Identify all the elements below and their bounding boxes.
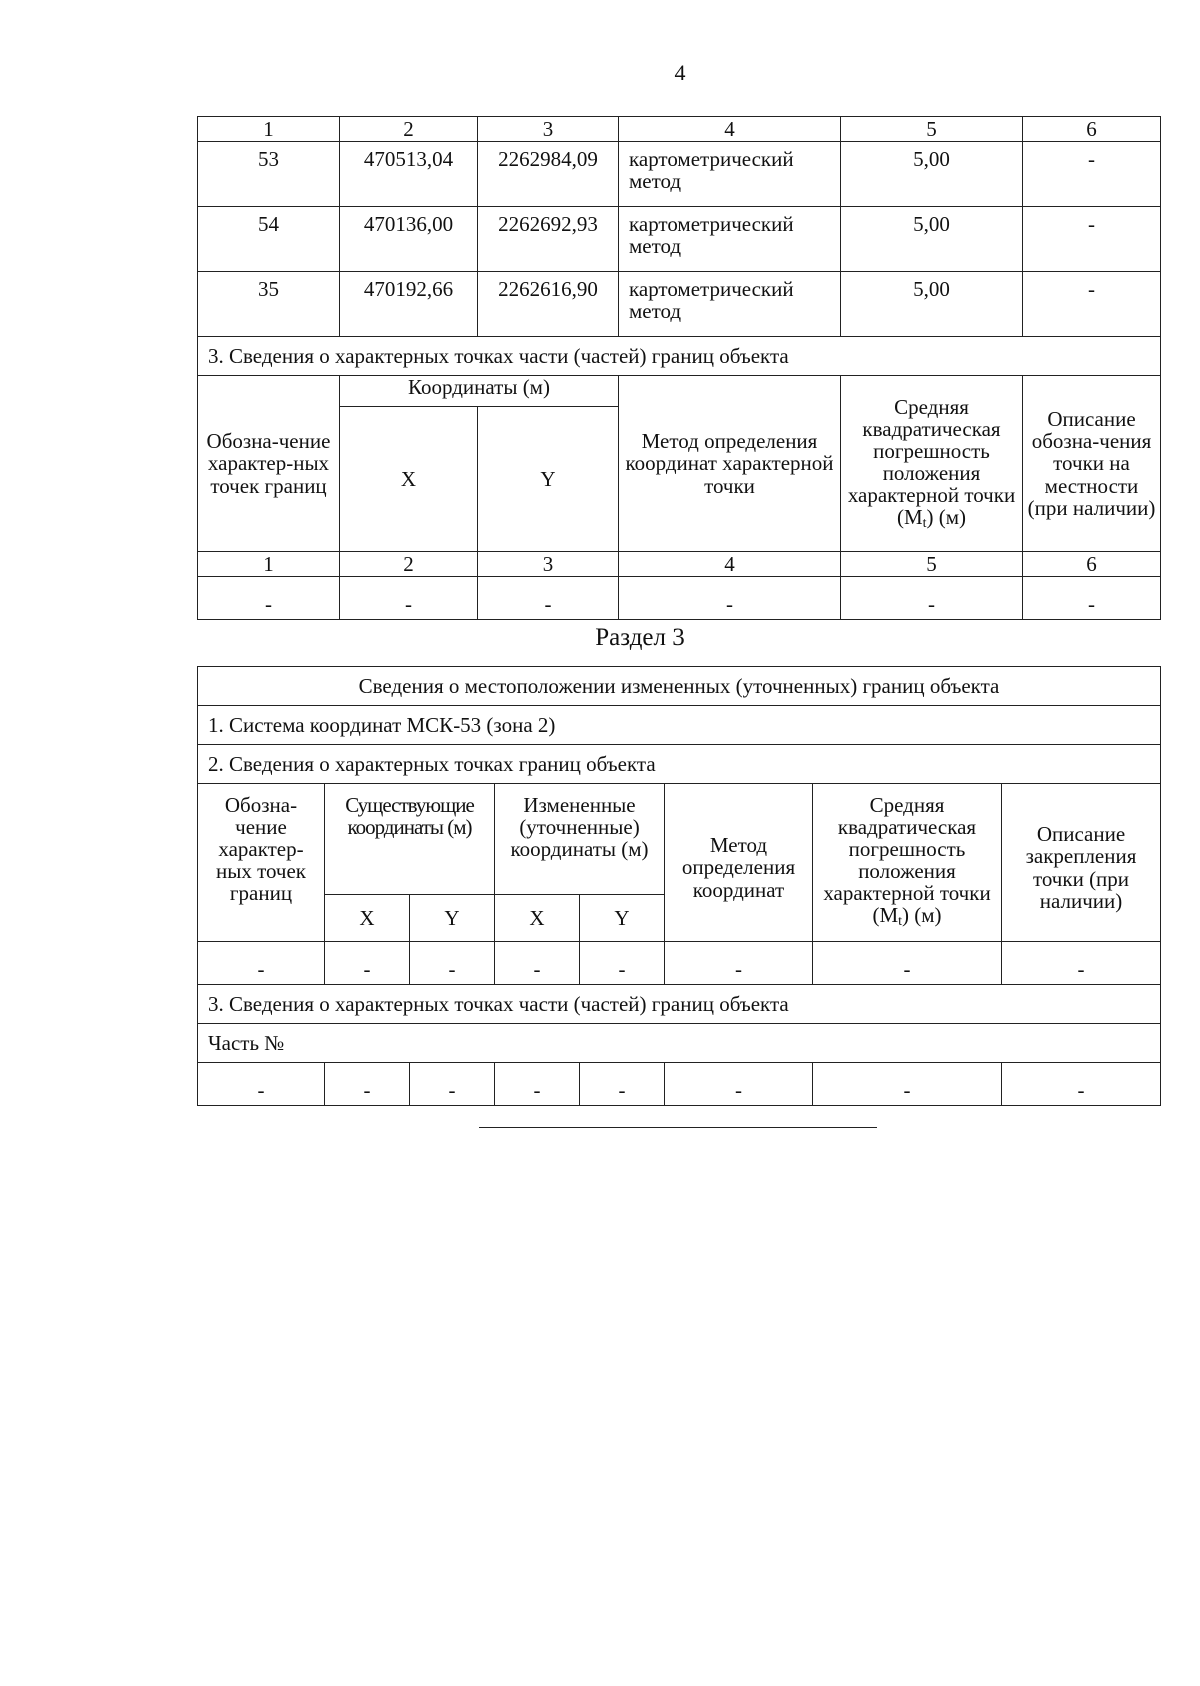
empty-cell: - xyxy=(665,942,813,985)
table-row xyxy=(198,142,1161,207)
header-error-sub: t xyxy=(922,515,927,531)
empty-cell: - xyxy=(198,577,340,620)
empty-cell: - xyxy=(619,577,841,620)
col-number: 6 xyxy=(1023,552,1161,577)
header-method: Метод определения координат характерной точки xyxy=(619,376,841,552)
header-method: Метод определения координат xyxy=(665,784,813,942)
header-error-text: Средняя квадратическая погрешность положения характерной точки (M xyxy=(847,394,1016,529)
header-error xyxy=(813,784,1002,942)
empty-cell: - xyxy=(325,1063,410,1106)
part-section-title: 3. Сведения о характерных точках части (частей) границ объекта xyxy=(198,985,1161,1024)
coord-y: 2262616,90 xyxy=(478,272,619,337)
description: - xyxy=(1023,142,1161,207)
col-number: 3 xyxy=(478,552,619,577)
header-error-tail: ) (м) xyxy=(926,504,967,529)
header-y: Y xyxy=(478,407,619,552)
header-changed: Измененные (уточненные) координаты (м) xyxy=(495,784,665,895)
empty-cell: - xyxy=(410,942,495,985)
table-title: Сведения о местоположении измененных (уточненных) границ объекта xyxy=(198,667,1161,706)
error: 5,00 xyxy=(841,142,1023,207)
description: - xyxy=(1023,207,1161,272)
empty-cell: - xyxy=(495,1063,580,1106)
point-id: 35 xyxy=(198,272,340,337)
col-number: 3 xyxy=(478,117,619,142)
header-existing-y: Y xyxy=(410,895,495,942)
table-row xyxy=(198,272,1161,337)
page-number: 4 xyxy=(674,60,686,85)
empty-cell: - xyxy=(813,942,1002,985)
table-row xyxy=(198,207,1161,272)
empty-cell: - xyxy=(665,1063,813,1106)
empty-cell: - xyxy=(495,942,580,985)
coord-x: 470513,04 xyxy=(340,142,478,207)
column-number-row xyxy=(198,552,1161,577)
method: картометрический метод xyxy=(619,207,841,272)
empty-cell: - xyxy=(813,1063,1002,1106)
empty-cell: - xyxy=(580,1063,665,1106)
point-id: 53 xyxy=(198,142,340,207)
method: картометрический метод xyxy=(619,142,841,207)
header-changed-x: X xyxy=(495,895,580,942)
col-number: 5 xyxy=(841,552,1023,577)
empty-cell: - xyxy=(325,942,410,985)
header-error-text: Средняя квадратическая погрешность положения характерной точки (M xyxy=(823,793,991,928)
part-label: Часть № xyxy=(198,1024,1161,1063)
error: 5,00 xyxy=(841,207,1023,272)
coord-system: 1. Система координат МСК-53 (зона 2) xyxy=(198,706,1161,745)
coord-y: 2262984,09 xyxy=(478,142,619,207)
section-title: Раздел 3 xyxy=(595,624,685,651)
column-number-row xyxy=(198,117,1161,142)
points-table-continued xyxy=(197,116,1161,620)
col-number: 4 xyxy=(619,552,841,577)
empty-row xyxy=(198,577,1161,620)
empty-cell: - xyxy=(478,577,619,620)
header-description: Описание закрепления точки (при наличии) xyxy=(1002,784,1161,942)
point-id: 54 xyxy=(198,207,340,272)
header-changed-y: Y xyxy=(580,895,665,942)
col-number: 2 xyxy=(340,552,478,577)
coord-x: 470192,66 xyxy=(340,272,478,337)
header-description: Описание обозна-чения точки на местности (при наличии) xyxy=(1023,376,1161,552)
header-existing: Существующие координаты (м) xyxy=(325,784,495,895)
empty-cell: - xyxy=(1023,577,1161,620)
empty-cell: - xyxy=(1002,1063,1161,1106)
col-number: 6 xyxy=(1023,117,1161,142)
description: - xyxy=(1023,272,1161,337)
col-number: 5 xyxy=(841,117,1023,142)
part-section-title: 3. Сведения о характерных точках части (частей) границ объекта xyxy=(198,337,1161,376)
header-point: Обозна-чение характер-ных точек границ xyxy=(198,784,325,942)
col-number: 2 xyxy=(340,117,478,142)
changed-boundaries-table xyxy=(197,666,1161,1106)
header-coords: Координаты (м) xyxy=(340,376,619,407)
coord-x: 470136,00 xyxy=(340,207,478,272)
empty-cell: - xyxy=(198,1063,325,1106)
empty-cell: - xyxy=(198,942,325,985)
end-rule xyxy=(479,1127,877,1128)
col-number: 4 xyxy=(619,117,841,142)
header-existing-x: X xyxy=(325,895,410,942)
method: картометрический метод xyxy=(619,272,841,337)
empty-cell: - xyxy=(1002,942,1161,985)
empty-row xyxy=(198,1063,1161,1106)
points-section-title: 2. Сведения о характерных точках границ объекта xyxy=(198,745,1161,784)
col-number: 1 xyxy=(198,117,340,142)
error: 5,00 xyxy=(841,272,1023,337)
col-number: 1 xyxy=(198,552,340,577)
header-x: X xyxy=(340,407,478,552)
header-error xyxy=(841,376,1023,552)
empty-cell: - xyxy=(841,577,1023,620)
empty-cell: - xyxy=(580,942,665,985)
coord-y: 2262692,93 xyxy=(478,207,619,272)
header-error-sub: t xyxy=(898,914,903,930)
header-point: Обозна-чение характер-ных точек границ xyxy=(198,376,340,552)
header-error-tail: ) (м) xyxy=(902,903,942,928)
empty-cell: - xyxy=(340,577,478,620)
empty-row xyxy=(198,942,1161,985)
empty-cell: - xyxy=(410,1063,495,1106)
